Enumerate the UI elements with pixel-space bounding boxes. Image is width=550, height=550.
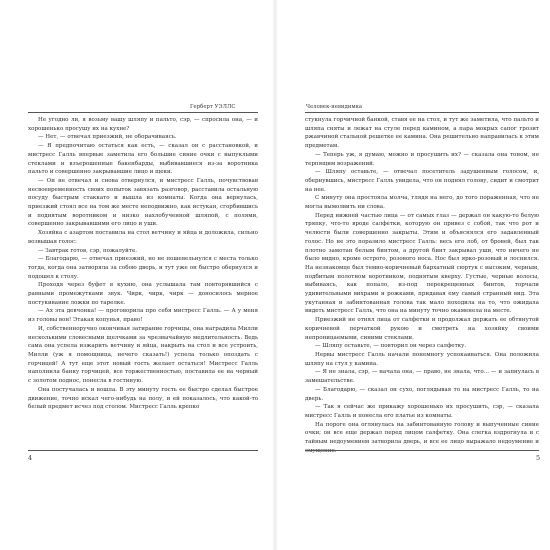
- paragraph: — Я не знала, сэр, — начала она, — право, не знала, что... — и запнулась в замешательстве.: [305, 369, 539, 385]
- right-footer-rule: [305, 450, 539, 451]
- paragraph: — Теперь уж, я думаю, можно и просушить их? — сказала она тоном, не терпящим возражений.: [305, 151, 539, 167]
- paragraph: — Благодарю, — сказал он сухо, поглядывая то на мистресс Галль, то на дверь.: [305, 386, 539, 402]
- paragraph: Она постучалась и вошла. В эту минуту гость ее быстро сделал быстрое движение, точно искал чего-нибудь на полу, и ей показалось, что какой-то белый предмет исчез под столом. Мистресс Галль крепко: [28, 386, 258, 411]
- right-page-number: 5: [536, 454, 541, 462]
- left-page-number: 4: [28, 454, 33, 462]
- paragraph: — Я предпочитаю остаться как есть, — сказал он с расстановкой, и мистресс Галль впервые заметила его большие синие очки с выпуклыми стеклами и взъерошенные бакенбарды, выбивавшиеся из-за воротника пальто и совершенно закрывавшие лицо и щеки.: [28, 143, 258, 176]
- paragraph: — Благодарю, — отвечал приезжий, но не пошевельнулся с места только тогда, когда она затворяла за собою дверь, и тут уже он быстро обернулся и подошел к столу.: [28, 256, 258, 280]
- paragraph: — Шляпу оставьте, — отвечал посетитель задушенным голосом, и, обернувшись, мистресс Галль увидела, что он поднял голову, сидит и смотрит на нее.: [305, 169, 539, 193]
- paragraph: — Шляпу оставьте, — повторил он через салфетку.: [315, 343, 467, 350]
- paragraph: — Нет, — отвечал приезжий, не оборачиваясь.: [38, 134, 177, 141]
- right-header-rule: [305, 112, 539, 113]
- left-footer-rule: [28, 450, 258, 451]
- right-running-header: Человек-невидимка: [306, 104, 363, 110]
- paragraph: И, собственноручно окончивая затирание горчицы, она наградила Милли несколькими словесными щелчками за чрезвычайную медлительность. Ведь сама она успела изжарить ветчину и яйца, накрыть на стол и все устроить, Милли (уж я помощница, нечего сказать!) успела только опоздать с горчицей! А тут еще этот новый гость желает остаться! Мистресс Галль наполнила банку горчицей, все торжественностью, поставила ее на черный с золотом поднос, понесла в гостиную.: [28, 325, 258, 385]
- paragraph: — Завтрак готов, сэр, пожалуйте.: [38, 247, 137, 254]
- paragraph: Хозяйка с азартом поставила на стол ветчину и яйца и доложила, сильно возвышая голос:: [28, 230, 258, 245]
- paragraph: стукнула горчичной банкой, ставя ее на стол, и тут же заметила, что пальто и шляпа сняты и лежат на стуле перед камином, а пара мокрых сапог грозит ржавчиной стальной решетке ее камина. Она решительно направилась к этим предметам.: [305, 117, 539, 150]
- paragraph: Нервы мистресс Галль начали понемногу успокаиваться. Она положила шляпу на стул у камина.: [305, 351, 539, 367]
- paragraph: Проходя через буфет в кухню, она услышала там повторявшийся с равными промежутками звук. Чирк, чирк, чирк — доносилось мерное постукивание ложки по тарелке.: [28, 282, 258, 306]
- paragraph: — Так я сейчас же прикажу хорошенько их просушить, сэр, — сказала мистресс Галль и понесла его платье из комнаты.: [305, 404, 539, 419]
- paragraph: На пороге она оглянулась на забинтованную голову и выпученные синие очки; он все еще держал перед лицом салфетку. Она слегка вздрогнула и с тайным недоумением затворила дверь, и все ее лицо выражало недоумение и смущение.: [305, 421, 539, 454]
- left-running-header: Герберт УЭЛЛС: [190, 104, 236, 110]
- paragraph: — Ах эта девчонка! — проговорила про себя мистресс Галль. — А у меня из головы вон! Этакая копунья, право!: [28, 308, 258, 324]
- paragraph: Не угодно ли, я возьму вашу шляпу и пальто, сэр, — спросила она, — и хорошенько просушу их на кухне?: [28, 117, 258, 132]
- paragraph: С минуту она простояла молча, глядя на него, до того пораженная, что не могла вымолвить ни слова.: [305, 195, 539, 211]
- left-header-rule: [28, 112, 258, 113]
- paragraph: Приезжий не отнял лица от салфетки и продолжал держать ее обтянутой коричневой перчаткой рукою и смотреть на хозяйку своими непроницаемыми, синими стеклами.: [305, 317, 539, 341]
- right-page: [280, 0, 550, 550]
- paragraph: Перед нижней частью лица — от самых глаз — держал он какую-то белую тряпку, что-то вроде салфетки, которую он привез с собой, так что рот и челюсти были совершенно закрыты. Этим и объяснялся его задавленный голос. Но не это поразило мистресс Галль: весь его лоб, от бровей, был так плотно замотан белым бинтом, а другой бинт закрывал уши, что ничего не было видно, кроме острого, розового носа. Нос был ярко-розовый и лоснился. На незнакомце был темно-коричневый бархатный сюртук с высоким, черным, подбитым полотном воротником, поднятым кверху. Густые, черные волосы, выбиваясь, как попало, из-под перекрещенных бинтов, торчали удивительными вихрами и рожками, придавая ему самый странный вид. Эта укутанная и забинтованная голова так мало походила на то, что ожидала видеть мистресс Галль, что она на минуту точно окаменела на месте.: [305, 212, 539, 315]
- book-gutter: [272, 0, 278, 550]
- left-page: [0, 0, 270, 550]
- paragraph: — Он не отвечал и снова отвернулся, и мистресс Галль, почувствовав несвоевременность своих попыток завязать разговор, расставила остальную посуду быстрым стаккато и вышла из комнаты. Когда она вернулась, приезжий стоял все на том же месте неподвижно, как истукан, сгорбившись и поднятым воротником и низко нахлобученной шляпой, с полями, совершенно закрывавшими его лицо и уши.: [28, 177, 258, 228]
- right-page-body: [305, 116, 539, 455]
- left-page-body: [28, 116, 258, 412]
